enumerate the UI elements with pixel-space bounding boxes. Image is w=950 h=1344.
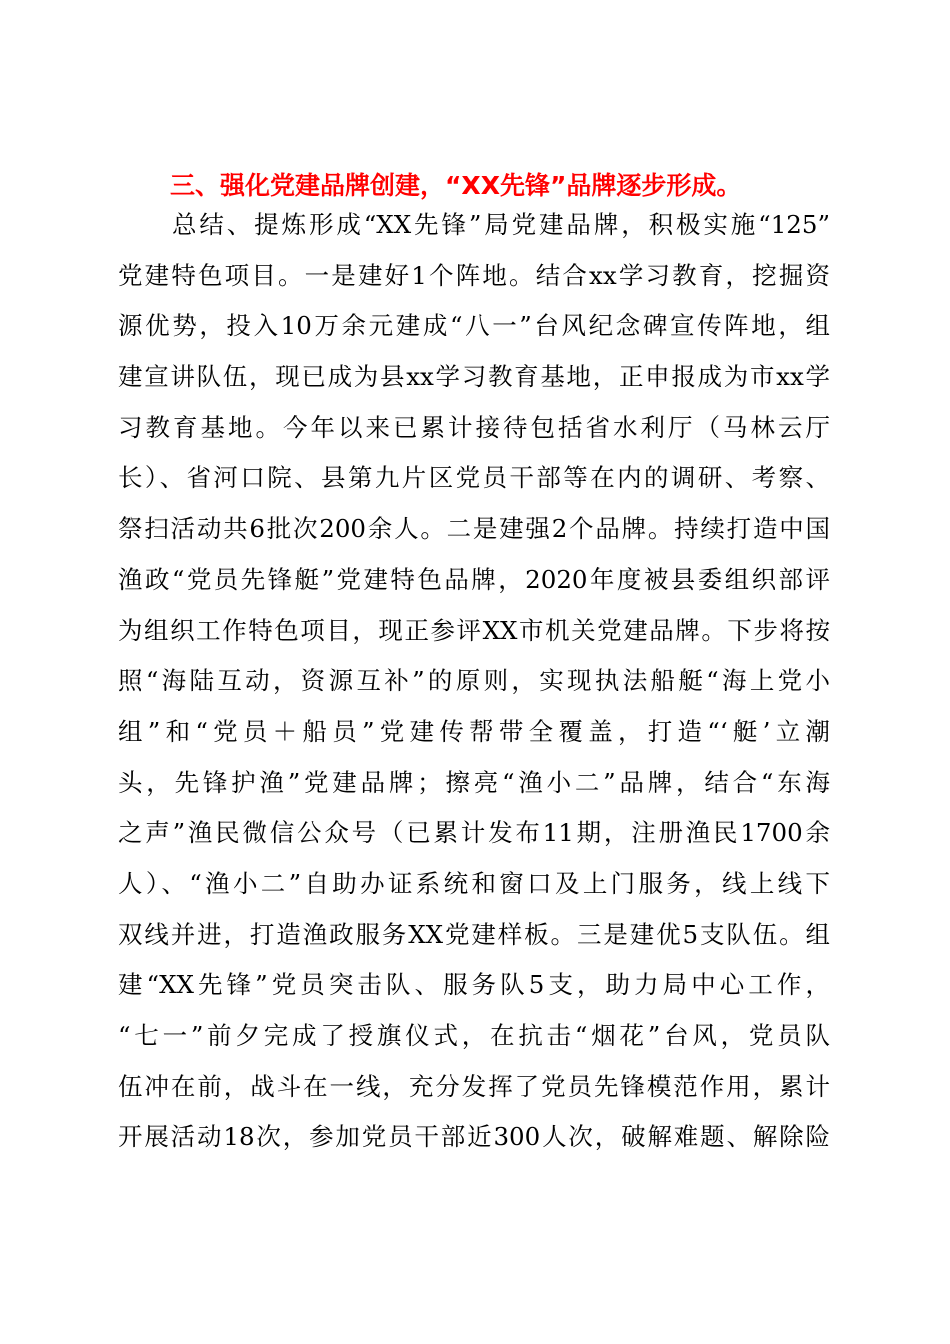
- paragraph-line: 建宣讲队伍，现已成为县xx学习教育基地，正申报成为市xx学: [118, 362, 830, 392]
- paragraph-line: 祭扫活动共6批次200余人。二是建强2个品牌。持续打造中国: [118, 514, 830, 544]
- body-paragraph: [118, 200, 830, 1163]
- paragraph-line: 建“XX先锋”党员突击队、服务队5支，助力局中心工作，: [118, 970, 830, 1000]
- paragraph-line: 源优势，投入10万余元建成“八一”台风纪念碑宣传阵地，组: [118, 311, 830, 341]
- paragraph-line: 长）、省河口院、县第九片区党员干部等在内的调研、考察、: [118, 463, 830, 493]
- section-heading: 三、强化党建品牌创建，“XX先锋”品牌逐步形成。: [170, 171, 742, 200]
- paragraph-line: 头，先锋护渔”党建品牌；擦亮“渔小二”品牌，结合“东海: [118, 767, 830, 797]
- paragraph-line: 总结、提炼形成“XX先锋”局党建品牌，积极实施“125”: [172, 210, 830, 239]
- paragraph-line: 双线并进，打造渔政服务XX党建样板。三是建优5支队伍。组: [118, 919, 830, 949]
- paragraph-line: 习教育基地。今年以来已累计接待包括省水利厅（马林云厅: [118, 412, 830, 442]
- paragraph-line: 渔政“党员先锋艇”党建特色品牌，2020年度被县委组织部评: [118, 564, 830, 594]
- paragraph-line: 开展活动18次，参加党员干部近300人次，破解难题、解除险: [118, 1122, 830, 1152]
- paragraph-line: 党建特色项目。一是建好1个阵地。结合xx学习教育，挖掘资: [118, 260, 830, 290]
- paragraph-line: 照“海陆互动，资源互补”的原则，实现执法船艇“海上党小: [118, 666, 830, 696]
- paragraph-line: “七一”前夕完成了授旗仪式，在抗击“烟花”台风，党员队: [118, 1021, 830, 1050]
- paragraph-line: 组”和“党员＋船员”党建传帮带全覆盖，打造“‘艇’立潮: [118, 716, 830, 746]
- paragraph-line: 人）、“渔小二”自助办证系统和窗口及上门服务，线上线下: [118, 868, 830, 898]
- paragraph-line: 伍冲在前，战斗在一线，充分发挥了党员先锋模范作用，累计: [118, 1071, 830, 1101]
- paragraph-line: 之声”渔民微信公众号（已累计发布11期，注册渔民1700余: [118, 818, 830, 848]
- paragraph-line: 为组织工作特色项目，现正参评XX市机关党建品牌。下步将按: [118, 615, 830, 645]
